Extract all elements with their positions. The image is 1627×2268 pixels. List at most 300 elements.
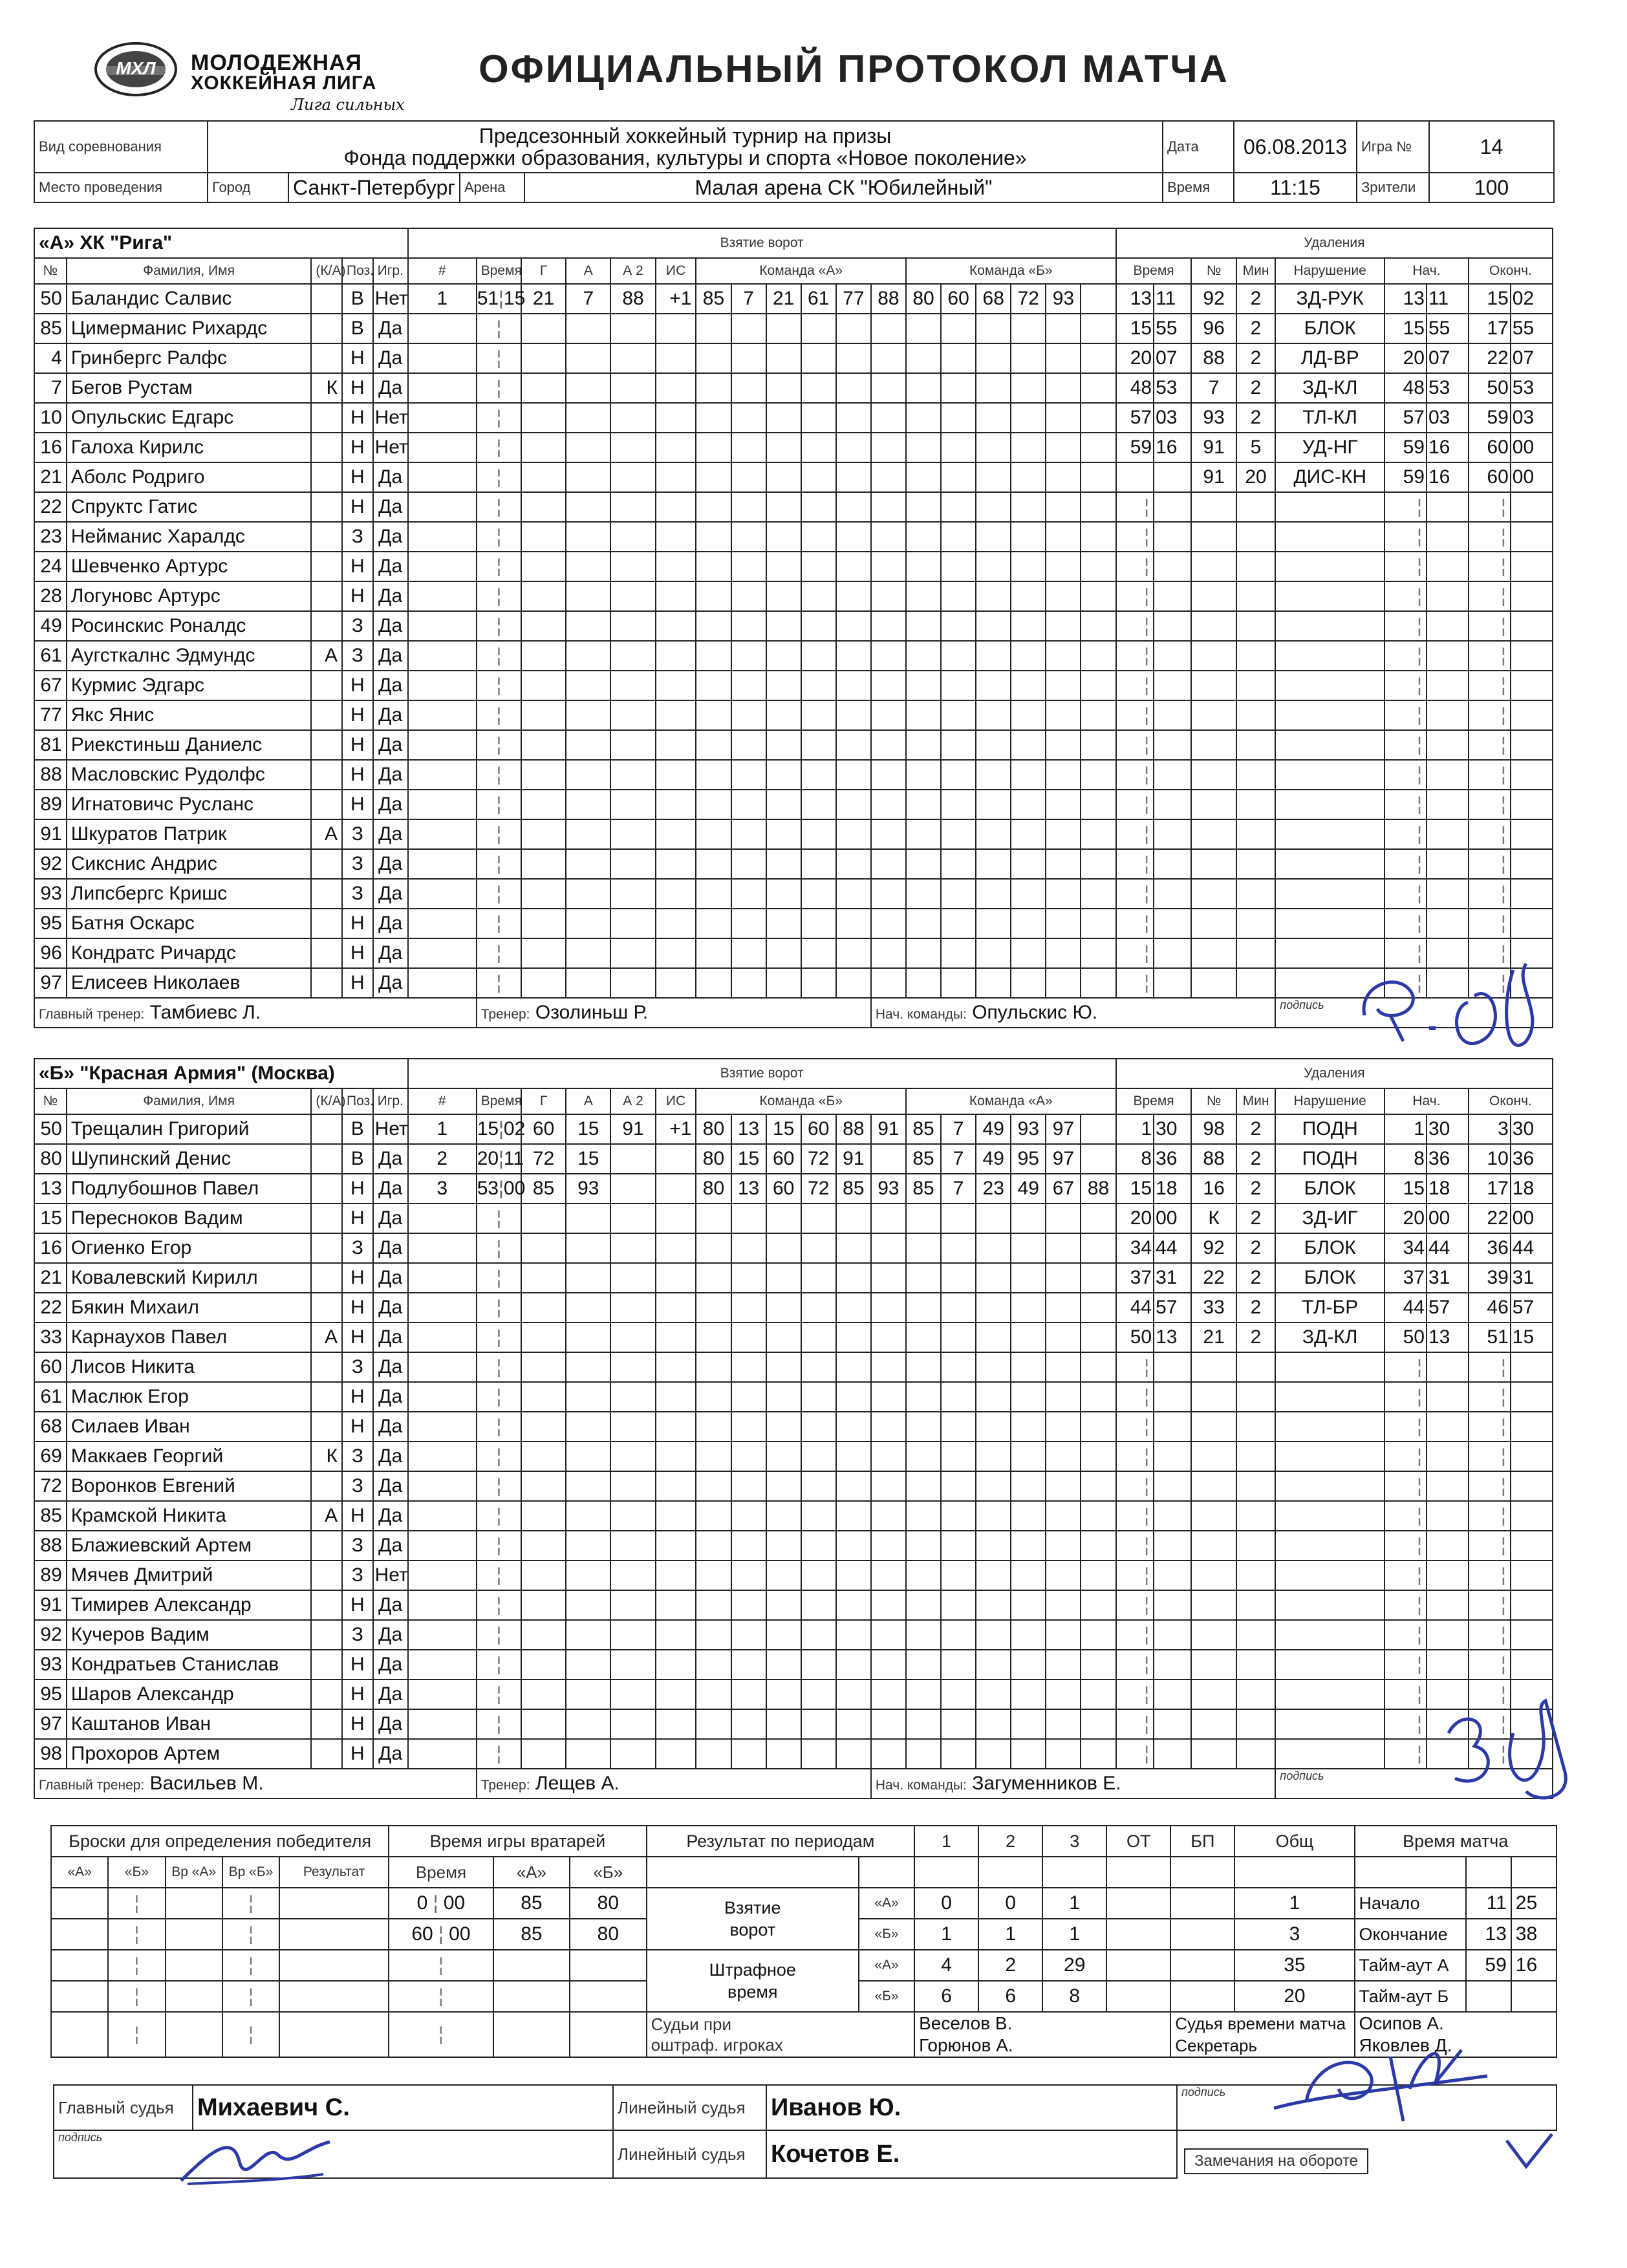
player-played: Да — [373, 1501, 408, 1531]
col-team-opp: Команда «А» — [906, 1088, 1116, 1114]
penalty-time-min: 20 — [1116, 343, 1154, 373]
goal-on-ice-own: 15 — [731, 1144, 766, 1174]
player-name: Риекстиньш Даниелс — [67, 730, 312, 760]
player-name: Цимерманис Рихардс — [67, 314, 312, 343]
main-referee-label: Главный судья — [54, 2085, 193, 2130]
player-captain-mark — [311, 1204, 342, 1233]
player-row: 98 Прохоров Артем Н Да ¦ ¦ ¦ ¦ — [34, 1739, 1553, 1769]
penalty-player: 16 — [1191, 1174, 1236, 1204]
venue-label: Место проведения — [34, 173, 208, 202]
penalty-minutes: 2 — [1236, 1114, 1276, 1144]
col-pen-min: Мин — [1236, 1088, 1276, 1114]
col-team-own: Команда «А» — [696, 258, 906, 284]
player-row: 33 Карнаухов Павел А Н Да ¦ 50 13 21 2 ЗД-КЛ 50 13 51 15 — [34, 1323, 1553, 1352]
goal-on-ice-own: 80 — [696, 1114, 731, 1144]
penalty-minutes: 2 — [1236, 1144, 1276, 1174]
player-number: 61 — [34, 1382, 67, 1412]
col-a2: А 2 — [610, 1088, 655, 1114]
col-goal-no: # — [408, 258, 477, 284]
remarks-box: Замечания на обороте — [1184, 2148, 1368, 2174]
player-position: Н — [342, 909, 373, 938]
col-ka: (К/А) — [311, 1088, 342, 1114]
player-name: Блажиевский Артем — [67, 1531, 312, 1561]
player-played: Да — [373, 849, 408, 879]
player-name: Бякин Михаил — [67, 1293, 312, 1323]
period-header: 2 — [978, 1826, 1042, 1857]
player-position: Н — [342, 1412, 373, 1442]
goal-assist-2: 88 — [610, 284, 655, 314]
player-number: 15 — [34, 1204, 67, 1233]
goalies-header: «А» — [493, 1857, 570, 1888]
player-name: Ковалевский Кирилл — [67, 1263, 312, 1293]
player-row: 85 Цимерманис Рихардс В Да ¦ 15 55 96 2 БЛОК 15 55 17 55 — [34, 314, 1553, 343]
col-ka: (К/А) — [311, 258, 342, 284]
player-played: Да — [373, 1174, 408, 1204]
player-played: Да — [373, 522, 408, 552]
shootout-header: Результат — [279, 1857, 389, 1888]
penalty-time-sec: 36 — [1154, 1144, 1191, 1174]
match-info-table — [34, 120, 1555, 203]
penalty-violation: БЛОК — [1275, 1174, 1385, 1204]
penalty-start-min: 15 — [1385, 314, 1427, 343]
goal-on-ice-own: 15 — [766, 1114, 801, 1144]
penalty-end-sec: 57 — [1511, 1293, 1553, 1323]
player-position: З — [342, 1442, 373, 1471]
goal-number: 1 — [408, 1114, 477, 1144]
player-row: 92 Кучеров Вадим З Да ¦ ¦ ¦ ¦ — [34, 1620, 1553, 1650]
period-header: ОТ — [1106, 1826, 1170, 1857]
spectators: 100 — [1429, 173, 1554, 202]
col-pen-end: Оконч. — [1469, 1088, 1553, 1114]
player-number: 85 — [34, 1501, 67, 1531]
player-name: Кучеров Вадим — [67, 1620, 312, 1650]
goal-assist-2 — [610, 1174, 655, 1204]
col-is: ИС — [656, 1088, 696, 1114]
judge-1: Веселов В. — [919, 2013, 1013, 2033]
player-captain-mark — [311, 879, 342, 909]
player-name: Галоха Кирилс — [67, 433, 312, 462]
col-a: А — [566, 1088, 610, 1114]
competition-line-1: Предсезонный хоккейный турнир на призы — [479, 124, 892, 147]
col-a2: А 2 — [610, 258, 655, 284]
penalty-end-sec: 15 — [1511, 1323, 1553, 1352]
game-number: 14 — [1429, 121, 1554, 173]
goal-on-ice-own: 60 — [801, 1114, 836, 1144]
player-position: В — [342, 1144, 373, 1174]
player-captain-mark — [311, 790, 342, 819]
col-num: № — [34, 258, 67, 284]
player-played: Нет — [373, 433, 408, 462]
player-number: 92 — [34, 849, 67, 879]
player-position: З — [342, 1471, 373, 1501]
penalty-start-min: 59 — [1385, 462, 1427, 492]
player-row: 95 Батня Оскарс Н Да ¦ ¦ ¦ ¦ — [34, 909, 1553, 938]
penalty-end-sec: 02 — [1511, 284, 1553, 314]
period-value — [1170, 1950, 1234, 1981]
penalty-time-min: 48 — [1116, 373, 1154, 403]
penalty-start-sec: 57 — [1427, 1293, 1469, 1323]
team_a-goals-title: Взятие ворот — [408, 228, 1116, 258]
penalty-end-sec: 03 — [1511, 403, 1553, 433]
head-coach-label: Главный тренер: — [39, 1778, 145, 1793]
player-played: Да — [373, 1531, 408, 1561]
player-name: Кондратьев Станислав — [67, 1650, 312, 1679]
player-captain-mark — [311, 1531, 342, 1561]
goalie-a: 85 — [493, 1919, 570, 1950]
penalty-start-sec: 13 — [1427, 1323, 1469, 1352]
player-name: Прохоров Артем — [67, 1739, 312, 1769]
coach-label: Тренер: — [480, 1007, 530, 1022]
player-played: Да — [373, 1471, 408, 1501]
col-pen-violation: Нарушение — [1275, 258, 1385, 284]
col-num: № — [34, 1088, 67, 1114]
player-captain-mark — [311, 1233, 342, 1263]
goal-on-ice-opp: 7 — [941, 1174, 976, 1204]
goal-on-ice-own: 88 — [836, 1114, 871, 1144]
penalty-end-sec: 00 — [1511, 433, 1553, 462]
periods-title: Результат по периодам — [647, 1826, 915, 1857]
goal-on-ice-opp: 7 — [941, 1114, 976, 1144]
match-time-min: 11 — [1466, 1888, 1511, 1919]
team-a-signature-icon — [1352, 944, 1565, 1074]
goal-second: 15 — [503, 288, 526, 309]
goals-label — [647, 1888, 859, 1950]
player-position: Н — [342, 492, 373, 522]
penalty-player: 93 — [1191, 403, 1236, 433]
goal-minute: 20 — [477, 1148, 499, 1169]
penalty-violation: БЛОК — [1275, 314, 1385, 343]
match-time-label: Тайм-аут А — [1355, 1950, 1466, 1981]
player-position: Н — [342, 1293, 373, 1323]
player-captain-mark — [311, 1590, 342, 1620]
player-played: Да — [373, 492, 408, 522]
col-pen-start: Нач. — [1385, 1088, 1469, 1114]
goal-on-ice-opp: 95 — [1011, 1144, 1046, 1174]
player-number: 85 — [34, 314, 67, 343]
goal-on-ice-opp: 49 — [976, 1144, 1011, 1174]
player-name: Тимирев Александр — [67, 1590, 312, 1620]
period-team-tag: «А» — [859, 1950, 914, 1981]
player-position: З — [342, 879, 373, 909]
period-value — [1170, 1888, 1234, 1919]
penalty-player: 92 — [1191, 1233, 1236, 1263]
player-row — [34, 284, 1553, 314]
team_b-penalties-title: Удаления — [1116, 1059, 1553, 1088]
penalty-start-sec: 36 — [1427, 1144, 1469, 1174]
penalty-start-sec: 53 — [1427, 373, 1469, 403]
player-name: Нейманис Харалдс — [67, 522, 312, 552]
player-position: Н — [342, 760, 373, 790]
penalty-end-min: 17 — [1469, 314, 1511, 343]
goal-second: 11 — [503, 1148, 524, 1169]
competition-line-2: Фонда поддержки образования, культуры и спорта «Новое поколение» — [343, 146, 1027, 169]
player-position: В — [342, 314, 373, 343]
player-captain-mark — [311, 849, 342, 879]
team_a-tag: «А» — [39, 232, 75, 254]
penalty-end-min: 51 — [1469, 1323, 1511, 1352]
col-pen-num: № — [1191, 1088, 1236, 1114]
player-captain-mark — [311, 1620, 342, 1650]
player-row: 21 Ковалевский Кирилл Н Да ¦ 37 31 22 2 БЛОК 37 31 39 31 — [34, 1263, 1553, 1293]
penalty-player: 88 — [1191, 1144, 1236, 1174]
head-coach: Васильев М. — [149, 1773, 264, 1794]
player-captain-mark — [311, 1293, 342, 1323]
penalty-start-sec: 31 — [1427, 1263, 1469, 1293]
player-name: Шкуратов Патрик — [67, 819, 312, 849]
shootout-title: Броски для определения победителя — [51, 1826, 389, 1857]
col-g: Г — [521, 258, 566, 284]
player-captain-mark: А — [311, 641, 342, 671]
player-captain-mark — [311, 433, 342, 462]
player-played: Да — [373, 581, 408, 611]
team-chief-label: Нач. команды: — [875, 1007, 967, 1022]
player-played: Да — [373, 1590, 408, 1620]
player-position: З — [342, 641, 373, 671]
goal-on-ice-opp: 85 — [906, 1174, 941, 1204]
player-row: 23 Нейманис Харалдс З Да ¦ ¦ ¦ ¦ — [34, 522, 1553, 552]
player-position: Н — [342, 1679, 373, 1709]
col-pos: Поз. — [342, 258, 373, 284]
player-name: Карнаухов Павел — [67, 1323, 312, 1352]
period-value: 0 — [914, 1888, 978, 1919]
team-signature-label: подпись — [1275, 998, 1553, 1028]
player-number: 98 — [34, 1739, 67, 1769]
penalty-time-sec: 31 — [1154, 1263, 1191, 1293]
penalty-time-min: 34 — [1116, 1233, 1154, 1263]
player-captain-mark — [311, 1382, 342, 1412]
player-played: Да — [373, 611, 408, 641]
col-goal-time: Время — [477, 1088, 521, 1114]
secretary: Яковлев Д. — [1359, 2035, 1452, 2055]
player-captain-mark — [311, 1650, 342, 1679]
player-row: 88 Блажиевский Артем З Да ¦ ¦ ¦ ¦ — [34, 1531, 1553, 1561]
player-played: Да — [373, 909, 408, 938]
penalty-violation: ПОДН — [1275, 1144, 1385, 1174]
player-row: 89 Игнатовичс Русланс Н Да ¦ ¦ ¦ ¦ — [34, 790, 1553, 819]
goal-on-ice-opp: 80 — [906, 284, 941, 314]
linesman-label-2: Линейный судья — [613, 2130, 766, 2178]
col-name: Фамилия, Имя — [67, 258, 312, 284]
period-value: 1 — [978, 1919, 1042, 1950]
player-played: Да — [373, 343, 408, 373]
player-played: Да — [373, 1709, 408, 1739]
player-captain-mark: А — [311, 1501, 342, 1531]
player-position: З — [342, 1352, 373, 1382]
period-value: 0 — [978, 1888, 1042, 1919]
player-number: 97 — [34, 1709, 67, 1739]
player-name: Аугсткалнс Эдмундс — [67, 641, 312, 671]
player-number: 21 — [34, 1263, 67, 1293]
player-position: З — [342, 819, 373, 849]
penalty-start-min: 37 — [1385, 1263, 1427, 1293]
player-row: 22 Спруктс Гатис Н Да ¦ ¦ ¦ ¦ — [34, 492, 1553, 522]
penalty-violation: ЗД-РУК — [1275, 284, 1385, 314]
penalty-box-judges — [914, 2012, 1170, 2057]
team_a-title — [34, 228, 408, 258]
player-captain-mark — [311, 1471, 342, 1501]
league-slogan: Лига сильных — [291, 96, 405, 114]
penalty-start-sec: 00 — [1427, 1204, 1469, 1233]
penalty-start-min: 20 — [1385, 343, 1427, 373]
linesman-2: Кочетов Е. — [766, 2130, 1177, 2178]
period-header: 1 — [914, 1826, 978, 1857]
col-goal-no: # — [408, 1088, 477, 1114]
col-pen-start: Нач. — [1385, 258, 1469, 284]
penalty-time-sec: 00 — [1154, 1204, 1191, 1233]
period-header: 3 — [1042, 1826, 1106, 1857]
match-time-label: Окончание — [1355, 1919, 1466, 1950]
penalty-time-min: 1 — [1116, 1114, 1154, 1144]
player-row: 16 Огиенко Егор З Да ¦ 34 44 92 2 БЛОК 34 44 36 44 — [34, 1233, 1553, 1263]
player-captain-mark — [311, 1263, 342, 1293]
penalty-time-min: 13 — [1116, 284, 1154, 314]
goal-on-ice-own: 72 — [801, 1144, 836, 1174]
goalies-header: Время — [389, 1857, 493, 1888]
penalty-start-min: 34 — [1385, 1233, 1427, 1263]
penalty-minutes: 2 — [1236, 1233, 1276, 1263]
penalty-minutes: 2 — [1236, 1263, 1276, 1293]
goal-situation: +1 — [656, 1114, 696, 1144]
player-number: 67 — [34, 671, 67, 700]
penalty-player: 33 — [1191, 1293, 1236, 1323]
penalty-time-sec: 57 — [1154, 1293, 1191, 1323]
col-pen-violation: Нарушение — [1275, 1088, 1385, 1114]
col-pen-min: Мин — [1236, 258, 1276, 284]
head-coach-label: Главный тренер: — [39, 1007, 145, 1022]
player-played: Да — [373, 790, 408, 819]
goal-on-ice-opp — [1081, 284, 1115, 314]
penalty-minutes: 2 — [1236, 314, 1276, 343]
goal-on-ice-own: 77 — [836, 284, 871, 314]
penalty-player: 22 — [1191, 1263, 1236, 1293]
period-value: 1 — [1042, 1919, 1106, 1950]
player-captain-mark — [311, 403, 342, 433]
league-logo — [91, 40, 181, 98]
player-row: 7 Бегов Рустам К Н Да ¦ 48 53 7 2 ЗД-КЛ 48 53 50 53 — [34, 373, 1553, 403]
penalty-end-min: 60 — [1469, 462, 1511, 492]
player-number: 7 — [34, 373, 67, 403]
judges-label-1: Судьи при — [651, 2014, 732, 2034]
penalty-time-sec: 16 — [1154, 433, 1191, 462]
player-row: 81 Риекстиньш Даниелс Н Да ¦ ¦ ¦ ¦ — [34, 730, 1553, 760]
team_a-penalties-title: Удаления — [1116, 228, 1553, 258]
player-number: 24 — [34, 552, 67, 581]
player-number: 28 — [34, 581, 67, 611]
penalty-end-min: 22 — [1469, 343, 1511, 373]
penalty-end-min: 50 — [1469, 373, 1511, 403]
player-number: 88 — [34, 1531, 67, 1561]
player-name: Крамской Никита — [67, 1501, 312, 1531]
penalty-end-sec: 18 — [1511, 1174, 1553, 1204]
player-position: Н — [342, 1382, 373, 1412]
match-time-sec — [1511, 1981, 1557, 2012]
player-played: Да — [373, 1442, 408, 1471]
goal-on-ice-opp: 60 — [941, 284, 976, 314]
player-captain-mark — [311, 522, 342, 552]
player-row — [34, 1174, 1553, 1204]
player-number: 16 — [34, 1233, 67, 1263]
goalie-b: 80 — [570, 1919, 646, 1950]
goalie-time-sec: 00 — [443, 1892, 466, 1914]
player-name: Батня Оскарс — [67, 909, 312, 938]
judge-2: Горюнов А. — [919, 2035, 1013, 2055]
player-name: Лисов Никита — [67, 1352, 312, 1382]
player-name: Кондратс Ричардс — [67, 938, 312, 968]
col-pen-time: Время — [1116, 258, 1192, 284]
player-row: 97 Елисеев Николаев Н Да ¦ ¦ ¦ ¦ — [34, 968, 1553, 998]
goals-label-1: Взятие — [724, 1898, 781, 1917]
goal-on-ice-own: 85 — [696, 284, 731, 314]
col-pen-end: Оконч. — [1469, 258, 1553, 284]
player-captain-mark — [311, 462, 342, 492]
city: Санкт-Петербург — [288, 173, 460, 202]
player-captain-mark — [311, 1561, 342, 1590]
penalty-player: 91 — [1191, 433, 1236, 462]
player-row: 4 Гринбергс Ралфс Н Да ¦ 20 07 88 2 ЛД-ВР 20 07 22 07 — [34, 343, 1553, 373]
player-row: 15 Пересноков Вадим Н Да ¦ 20 00 К 2 ЗД-ИГ 20 00 22 00 — [34, 1204, 1553, 1233]
penalty-violation: БЛОК — [1275, 1233, 1385, 1263]
player-captain-mark — [311, 730, 342, 760]
player-name: Якс Янис — [67, 700, 312, 730]
player-captain-mark — [311, 314, 342, 343]
period-value: 2 — [978, 1950, 1042, 1981]
penalty-minutes: 20 — [1236, 462, 1276, 492]
penalty-end-min: 36 — [1469, 1233, 1511, 1263]
secretary-label: Секретарь — [1175, 2036, 1258, 2055]
penalty-start-min: 48 — [1385, 373, 1427, 403]
penalty-player: 21 — [1191, 1323, 1236, 1352]
penalty-start-min: 13 — [1385, 284, 1427, 314]
col-pen-time: Время — [1116, 1088, 1192, 1114]
penalty-start-sec: 44 — [1427, 1233, 1469, 1263]
player-captain-mark — [311, 611, 342, 641]
penalty-end-min: 3 — [1469, 1114, 1511, 1144]
player-name: Шевченко Артурс — [67, 552, 312, 581]
goalie-time-sec: 00 — [449, 1923, 471, 1945]
player-number: 10 — [34, 403, 67, 433]
match-time-sec: 16 — [1511, 1950, 1557, 1981]
penalty-start-sec: 11 — [1427, 284, 1469, 314]
penalty-minutes: 5 — [1236, 433, 1276, 462]
penalty-end-min: 17 — [1469, 1174, 1511, 1204]
player-row: 96 Кондратс Ричардс Н Да ¦ ¦ ¦ ¦ — [34, 938, 1553, 968]
linesman-1: Иванов Ю. — [766, 2085, 1177, 2130]
player-row: 92 Сикснис Андрис З Да ¦ ¦ ¦ ¦ — [34, 849, 1553, 879]
player-name: Спруктс Гатис — [67, 492, 312, 522]
penalty-time-min: 50 — [1116, 1323, 1154, 1352]
player-number: 16 — [34, 433, 67, 462]
penalty-end-min: 39 — [1469, 1263, 1511, 1293]
player-row: 61 Аугсткалнс Эдмундс А З Да ¦ ¦ ¦ ¦ — [34, 641, 1553, 671]
penalty-time-min: 59 — [1116, 433, 1154, 462]
player-number: 13 — [34, 1174, 67, 1204]
goal-time: 15¦02 — [477, 1114, 521, 1144]
player-captain-mark: К — [311, 1442, 342, 1471]
player-played: Да — [373, 1679, 408, 1709]
penalty-end-sec: 00 — [1511, 1204, 1553, 1233]
player-captain-mark — [311, 760, 342, 790]
player-position: Н — [342, 968, 373, 998]
player-captain-mark — [311, 492, 342, 522]
period-value: 8 — [1042, 1981, 1106, 2012]
penalty-violation: ЗД-КЛ — [1275, 1323, 1385, 1352]
player-captain-mark — [311, 1144, 342, 1174]
player-number: 23 — [34, 522, 67, 552]
team_b-tag: «Б» — [39, 1063, 74, 1084]
player-position: Н — [342, 1739, 373, 1769]
goal-assist-1: 7 — [566, 284, 610, 314]
player-row — [34, 1144, 1553, 1174]
